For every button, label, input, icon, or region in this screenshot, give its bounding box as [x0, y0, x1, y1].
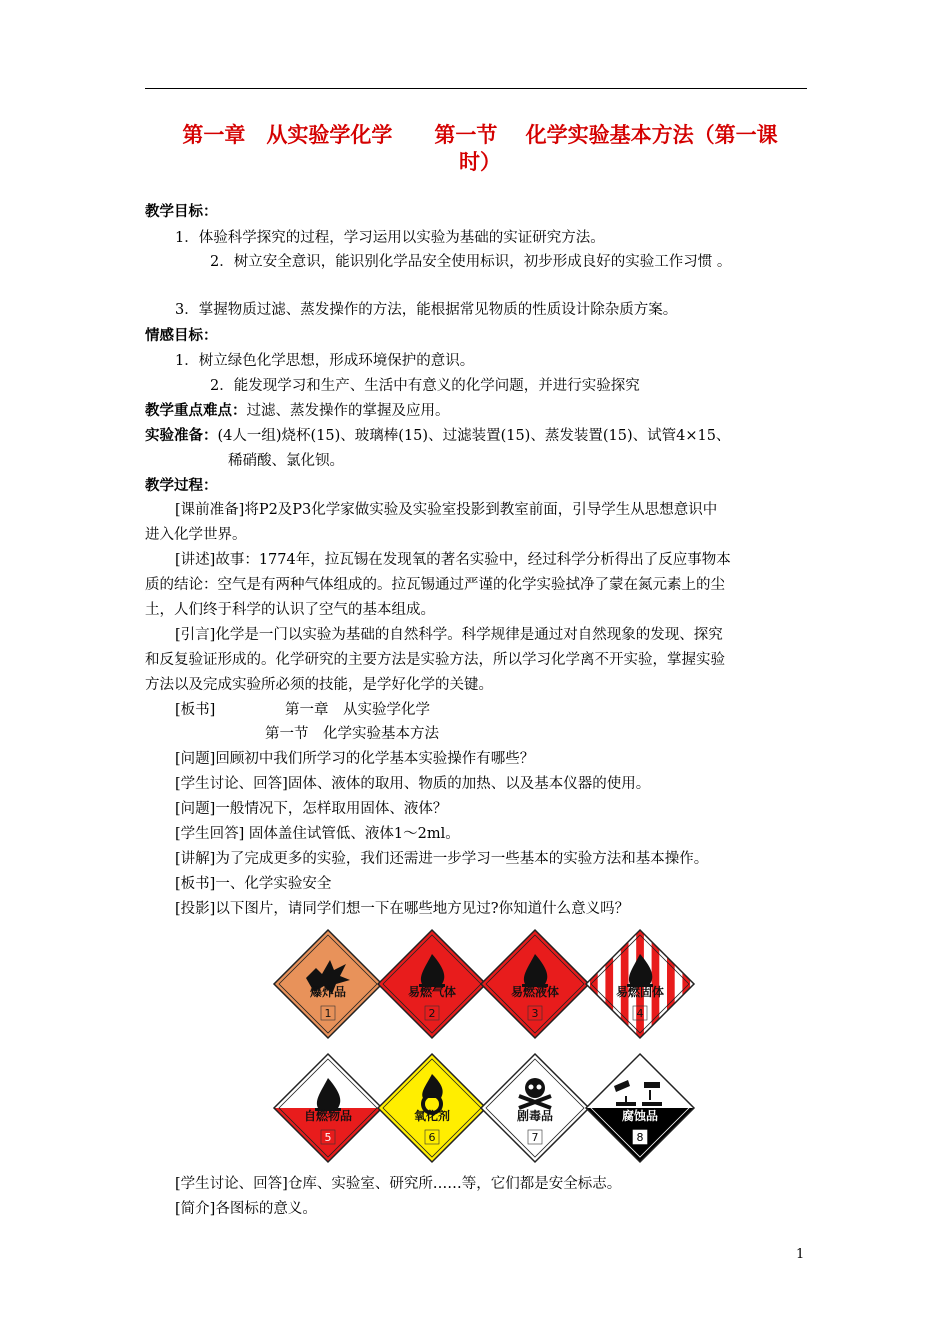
hazard-sign-number: 7 [531, 1131, 539, 1144]
hazard-sign-6 [378, 1054, 486, 1162]
hazard-sign-number: 5 [324, 1131, 332, 1144]
title-line-2: 时） [459, 150, 501, 174]
hazard-sign-number: 3 [531, 1007, 539, 1020]
hazard-sign-1 [274, 930, 382, 1038]
emotion-goal-2: 2．能发现学习和生产、生活中有意义的化学问题，并进行实验探究 [210, 378, 640, 394]
explanation-1: [讲解]为了完成更多的实验，我们还需进一步学习一些基本的实验方法和基本操作。 [175, 851, 709, 867]
process-para-3b: 和反复验证形成的。化学研究的主要方法是实验方法，所以学习化学离不开实验，掌握实验 [145, 652, 725, 668]
hazard-sign-2 [378, 930, 486, 1038]
goal-3: 3．掌握物质过滤、蒸发操作的方法，能根据常见物质的性质设计除杂质方案。 [175, 302, 678, 318]
answer-1: [学生讨论、回答]固体、液体的取用、物质的加热、以及基本仪器的使用。 [175, 776, 651, 792]
intro-note: [简介]各图标的意义。 [175, 1201, 317, 1217]
hazard-sign-label: 爆炸品 [309, 985, 347, 999]
process-para-3a: [引言]化学是一门以实验为基础的自然科学。科学规律是通过对自然现象的发现、探究 [175, 627, 723, 643]
hazard-sign-number: 8 [636, 1131, 644, 1144]
hazard-sign-number: 2 [428, 1007, 436, 1020]
process-para-2b: 质的结论：空气是有两种气体组成的。拉瓦锡通过严谨的化学实验拭净了蒙在氮元素上的尘 [145, 577, 725, 593]
key-points-text: 过滤、蒸发操作的掌握及应用。 [246, 403, 450, 419]
answer-2: [学生回答] 固体盖住试管低、液体1～2ml。 [175, 826, 460, 842]
emotion-goal-1: 1．树立绿色化学思想，形成环境保护的意识。 [175, 353, 475, 369]
hazard-sign-4 [586, 930, 694, 1038]
page-number: 1 [796, 1247, 805, 1262]
question-2: [问题]一般情况下，怎样取用固体、液体？ [175, 801, 448, 817]
hazard-sign-7 [481, 1054, 589, 1162]
process-para-1a: [课前准备]将P2及P3化学家做实验及实验室投影到教室前面，引导学生从思想意识中 [175, 502, 718, 518]
hazard-sign-label: 易燃液体 [510, 985, 560, 999]
page-title [150, 122, 810, 176]
goal-1: 1．体验科学探究的过程，学习运用以实验为基础的实证研究方法。 [175, 230, 605, 246]
hazard-signs-svg [272, 924, 696, 1168]
board-note-2: [板书]一、化学实验安全 [175, 876, 332, 892]
process-para-2c: 土，人们终于科学的认识了空气的基本组成。 [145, 602, 435, 618]
key-points [145, 401, 450, 421]
teaching-process-heading: 教学过程： [145, 478, 218, 494]
process-para-2a: [讲述]故事：1774年，拉瓦锡在发现氧的著名实验中，经过科学分析得出了反应事物本 [175, 552, 731, 568]
lab-preparation [145, 426, 730, 446]
header-rule [145, 88, 807, 89]
lab-preparation-label: 实验准备： [145, 428, 218, 444]
teaching-goals-heading: 教学目标： [145, 204, 218, 220]
goal-2: 2．树立安全意识，能识别化学品安全使用标识，初步形成良好的实验工作习惯 。 [210, 254, 732, 270]
lab-preparation-text-1: (4人一组)烧杯(15)、玻璃棒(15)、过滤装置(15)、蒸发装置(15)、试管4×15、 [217, 428, 731, 444]
emotion-goals-heading: 情感目标： [145, 328, 218, 344]
process-para-3c: 方法以及完成实验所必须的技能，是学好化学的关键。 [145, 677, 493, 693]
hazard-sign-label: 自燃物品 [303, 1109, 353, 1123]
hazard-sign-number: 4 [636, 1007, 644, 1020]
hazard-sign-label: 氧化剂 [413, 1109, 451, 1123]
lab-preparation-text-2: 稀硝酸、氯化钡。 [228, 453, 344, 469]
board-note-1-label: [板书] [175, 702, 216, 718]
process-para-1b: 进入化学世界。 [145, 527, 247, 543]
hazard-sign-8 [586, 1054, 694, 1162]
hazard-sign-3 [481, 930, 589, 1038]
hazard-signs-figure [272, 924, 696, 1168]
hazard-sign-label: 易燃气体 [407, 985, 457, 999]
answer-3: [学生讨论、回答]仓库、实验室、研究所……等，它们都是安全标志。 [175, 1176, 622, 1192]
hazard-sign-label: 腐蚀品 [621, 1109, 659, 1123]
key-points-label: 教学重点难点： [145, 403, 247, 419]
projection-note: [投影]以下图片，请同学们想一下在哪些地方见过?你知道什么意义吗？ [175, 901, 630, 917]
board-note-1-sub: 第一节 化学实验基本方法 [265, 726, 439, 742]
hazard-sign-label: 剧毒品 [516, 1109, 554, 1123]
hazard-sign-5 [274, 1054, 382, 1162]
hazard-sign-label: 易燃固体 [615, 985, 665, 999]
hazard-sign-number: 6 [428, 1131, 436, 1144]
board-note-1-text: 第一章 从实验学化学 [285, 702, 430, 718]
hazard-sign-number: 1 [324, 1007, 332, 1020]
question-1: [问题]回顾初中我们所学习的化学基本实验操作有哪些？ [175, 751, 535, 767]
title-line-1: 第一章 从实验学化学 第一节 化学实验基本方法（第一课 [182, 123, 778, 147]
